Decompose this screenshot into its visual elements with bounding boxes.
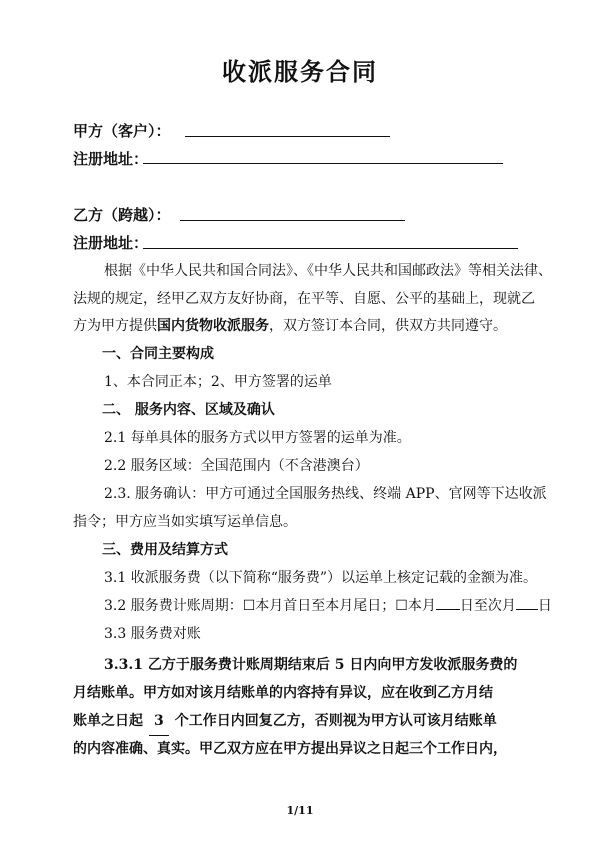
address-b-blank	[143, 248, 518, 249]
clause-2-1: 2.1 每单具体的服务方式以甲方签署的运单为准。	[104, 430, 411, 446]
clause-3-3-1-line-3-start: 账单之日起	[73, 713, 143, 729]
section-1-item: 1、本合同正本；2、甲方签署的运单	[104, 374, 332, 390]
clause-3-2-end: 日	[537, 598, 552, 614]
document-title: 收派服务合同	[222, 57, 378, 86]
address-label-b: 注册地址：	[73, 234, 149, 252]
clause-3-2-middle: 日至次月	[459, 598, 516, 614]
address-a-blank	[143, 163, 503, 164]
clause-3-2	[104, 593, 552, 620]
clause-3-1: 3.1 收派服务费（以下简称“服务费”）以运单上核定记载的金额为准。	[104, 570, 538, 586]
party-b-label: 乙方（跨越）：	[73, 206, 171, 224]
clause-3-3-1-line-1: 3.3.1 乙方于服务费计账周期结束后 5 日内向甲方发收派服务费的	[104, 657, 518, 673]
clause-3-3-1-line-3	[73, 708, 497, 736]
intro-line-3-end: ，双方签订本合同，供双方共同遵守。	[269, 318, 507, 334]
page-number: 1/11	[286, 804, 314, 817]
clause-2-3-line-1: 2.3. 服务确认：甲方可通过全国服务热线、终端 APP、官网等下达收派	[104, 486, 547, 502]
clause-3-2-start: 3.2 服务费计账周期：☐本月首日至本月尾日；☐本月	[104, 598, 436, 614]
response-days-value: 3	[149, 708, 169, 736]
clause-2-3-line-2: 指令；甲方应当如实填写运单信息。	[73, 514, 297, 530]
start-day-blank	[436, 595, 460, 610]
section-3-heading: 三、费用及结算方式	[102, 542, 228, 558]
party-a-blank	[185, 136, 390, 137]
party-a-label: 甲方（客户）：	[73, 122, 171, 140]
intro-line-1: 根据《中华人民共和国合同法》、《中华人民共和国邮政法》等相关法律、	[104, 263, 552, 279]
address-label-a: 注册地址：	[73, 150, 149, 168]
clause-3-3: 3.3 服务费对账	[104, 626, 201, 642]
intro-line-3-start: 方为甲方提供	[73, 318, 157, 334]
section-1-heading: 一、合同主要构成	[102, 346, 214, 362]
clause-3-3-1-line-2: 月结账单。甲方如对该月结账单的内容持有异议，应在收到乙方月结	[73, 685, 493, 701]
clause-3-3-1-line-4: 的内容准确、真实。甲乙双方应在甲方提出异议之日起三个工作日内，	[73, 741, 507, 757]
intro-line-3	[73, 313, 507, 340]
clause-3-3-1-line-3-end: 个工作日内回复乙方，否则视为甲方认可该月结账单	[174, 713, 497, 729]
section-2-heading: 二、 服务内容、区域及确认	[102, 402, 275, 418]
end-day-blank	[516, 595, 538, 610]
party-b-blank	[180, 220, 405, 221]
intro-service-name: 国内货物收派服务	[157, 318, 269, 334]
intro-line-2: 法规的规定，经甲乙双方友好协商，在平等、自愿、公平的基础上，现就乙	[73, 291, 535, 307]
clause-2-2: 2.2 服务区域：全国范围内（不含港澳台）	[104, 458, 369, 474]
